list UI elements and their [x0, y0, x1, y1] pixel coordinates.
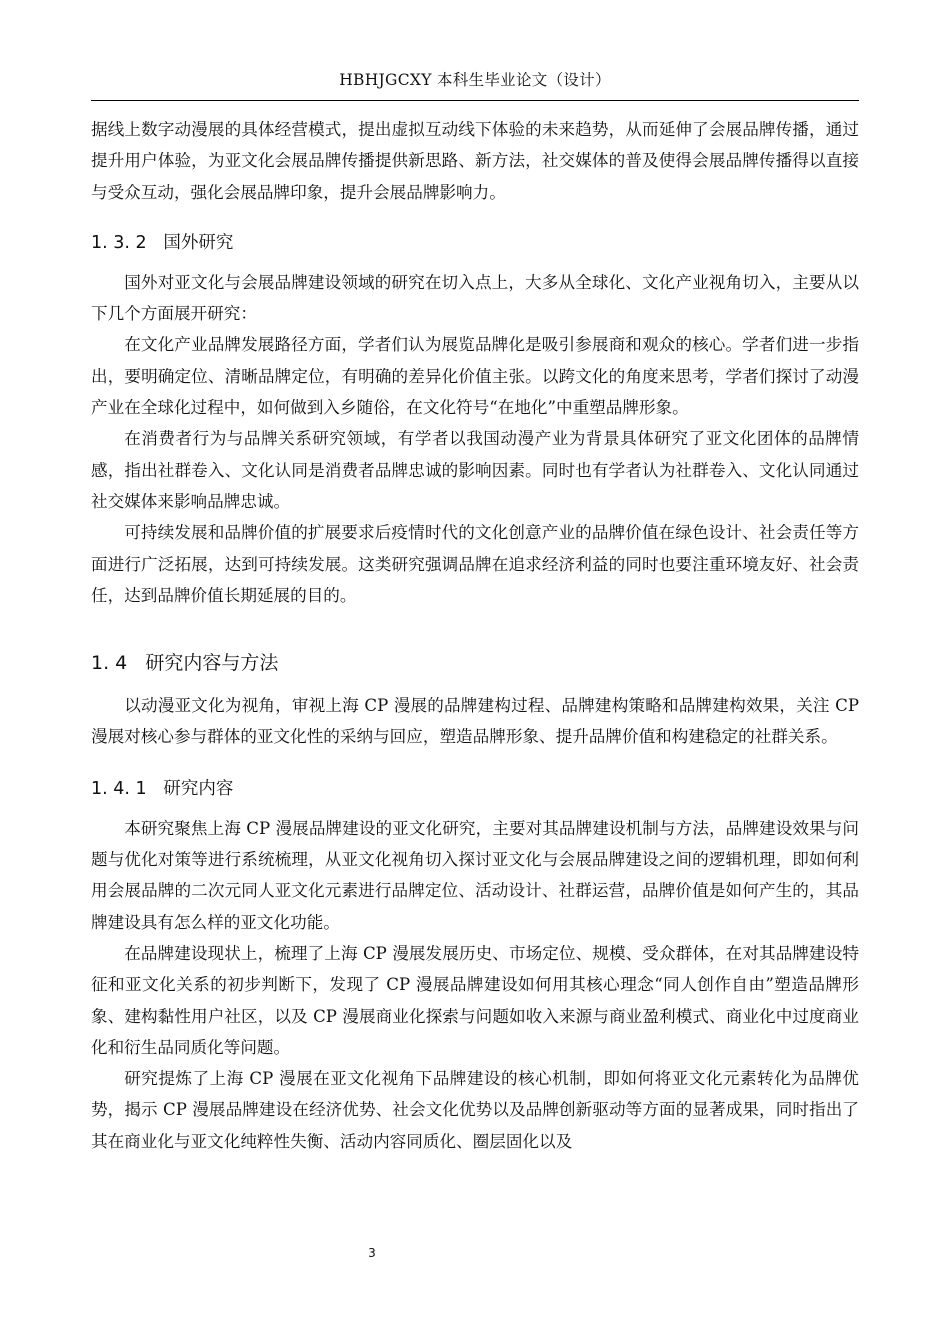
paragraph: 研究提炼了上海 CP 漫展在亚文化视角下品牌建设的核心机制，即如何将亚文化元素转化为品牌优势，揭示 CP 漫展品牌建设在经济优势、社会文化优势以及品牌创新驱动等方面的显著成果，同时指出了其在商业化与亚文化纯粹性失衡、活动内容同质化、圈层固化以及 [91, 1069, 859, 1151]
running-header: HBHJGCXY 本科生毕业论文（设计） [339, 71, 611, 89]
paragraph: 在消费者行为与品牌关系研究领域，有学者以我国动漫产业为背景具体研究了亚文化团体的品牌情感，指出社群卷入、文化认同是消费者品牌忠诚的影响因素。同时也有学者认为社群卷入、文化认同通过社交媒体来影响品牌忠诚。 [91, 429, 859, 511]
header-divider [91, 100, 859, 101]
paragraph: 国外对亚文化与会展品牌建设领域的研究在切入点上，大多从全球化、文化产业视角切入，主要从以下几个方面展开研究： [91, 272, 859, 324]
page-number: 3 [368, 1246, 376, 1260]
section-heading-1-3-2: 1. 3. 2 国外研究 [91, 232, 234, 253]
continuation-paragraph: 据线上数字动漫展的具体经营模式，提出虚拟互动线下体验的未来趋势，从而延伸了会展品牌传播，通过提升用户体验，为亚文化会展品牌传播提供新思路、新方法，社交媒体的普及使得会展品牌传播得以直接与受众互动，强化会展品牌印象，提升会展品牌影响力。 [91, 120, 859, 202]
paragraph: 可持续发展和品牌价值的扩展要求后疫情时代的文化创意产业的品牌价值在绿色设计、社会责任等方面进行广泛拓展，达到可持续发展。这类研究强调品牌在追求经济利益的同时也要注重环境友好、社会责任，达到品牌价值长期延展的目的。 [91, 523, 859, 605]
paragraph: 在品牌建设现状上，梳理了上海 CP 漫展发展历史、市场定位、规模、受众群体，在对其品牌建设特征和亚文化关系的初步判断下，发现了 CP 漫展品牌建设如何用其核心理念“同人创作自由”塑造品牌形象、建构黏性用户社区，以及 CP 漫展商业化探索与问题如收入来源与商业盈利模式、商业化中过度商业化和衍生品同质化等问题。 [91, 943, 859, 1057]
section-heading-1-4: 1. 4 研究内容与方法 [91, 652, 279, 675]
section-heading-1-4-1: 1. 4. 1 研究内容 [91, 778, 234, 799]
paragraph: 以动漫亚文化为视角，审视上海 CP 漫展的品牌建构过程、品牌建构策略和品牌建构效果，关注 CP 漫展对核心参与群体的亚文化性的采纳与回应，塑造品牌形象、提升品牌价值和构建稳定的社群关系。 [91, 696, 859, 747]
paragraph: 本研究聚焦上海 CP 漫展品牌建设的亚文化研究，主要对其品牌建设机制与方法，品牌建设效果与问题与优化对策等进行系统梳理，从亚文化视角切入探讨亚文化与会展品牌建设之间的逻辑机理，即如何利用会展品牌的二次元同人亚文化元素进行品牌定位、活动设计、社群运营，品牌价值是如何产生的，其品牌建设具有怎么样的亚文化功能。 [91, 818, 859, 932]
page-content [91, 114, 859, 1157]
paragraph: 在文化产业品牌发展路径方面，学者们认为展览品牌化是吸引参展商和观众的核心。学者们进一步指出，要明确定位、清晰品牌定位，有明确的差异化价值主张。以跨文化的角度来思考，学者们探讨了动漫产业在全球化过程中，如何做到入乡随俗，在文化符号“在地化”中重塑品牌形象。 [91, 335, 859, 418]
